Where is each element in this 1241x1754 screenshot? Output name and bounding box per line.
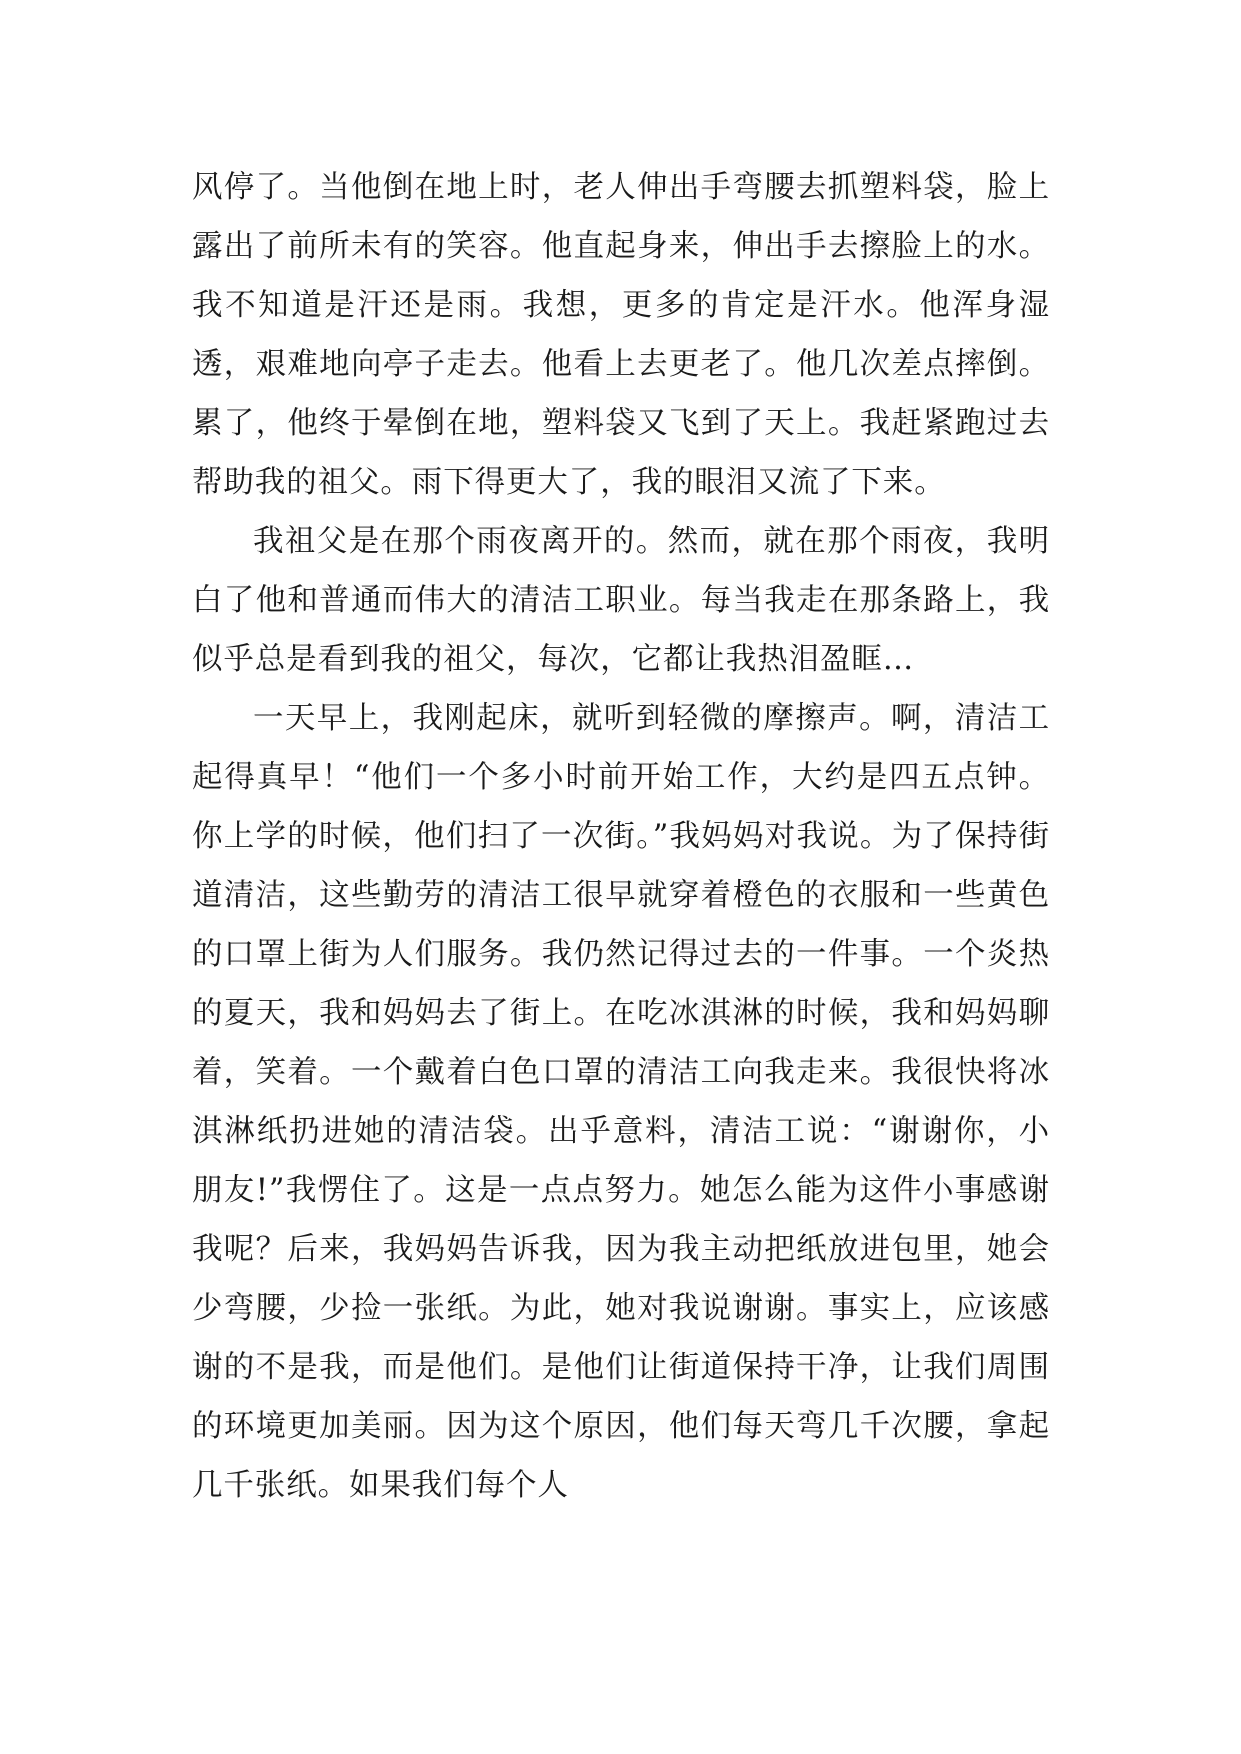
paragraph-3: 一天早上，我刚起床，就听到轻微的摩擦声。啊，清洁工起得真早！“他们一个多小时前开始工作，大约是四五点钟。你上学的时候，他们扫了一次街。”我妈妈对我说。为了保持街道清洁，这些勤劳的清洁工很早就穿着橙色的衣服和一些黄色的口罩上街为人们服务。我仍然记得过去的一件事。一个炎热的夏天，我和妈妈去了街上。在吃冰淇淋的时候，我和妈妈聊着，笑着。一个戴着白色口罩的清洁工向我走来。我很快将冰淇淋纸扔进她的清洁袋。出乎意料，清洁工说：“谢谢你，小朋友!”我愣住了。这是一点点努力。她怎么能为这件小事感谢我呢？后来，我妈妈告诉我，因为我主动把纸放进包里，她会少弯腰，少捡一张纸。为此，她对我说谢谢。事实上，应该感谢的不是我，而是他们。是他们让街道保持干净，让我们周围的环境更加美丽。因为这个原因，他们每天弯几千次腰，拿起几千张纸。如果我们每个人 bbox=[192, 701, 1050, 1503]
paragraph-1: 风停了。当他倒在地上时，老人伸出手弯腰去抓塑料袋，脸上露出了前所未有的笑容。他直起身来，伸出手去擦脸上的水。我不知道是汗还是雨。我想，更多的肯定是汗水。他浑身湿透，艰难地向亭子走去。他看上去更老了。他几次差点摔倒。累了，他终于晕倒在地，塑料袋又飞到了天上。我赶紧跑过去帮助我的祖父。雨下得更大了，我的眼泪又流了下来。 bbox=[192, 170, 1050, 500]
paragraph-2: 我祖父是在那个雨夜离开的。然而，就在那个雨夜，我明白了他和普通而伟大的清洁工职业。每当我走在那条路上，我似乎总是看到我的祖父，每次，它都让我热泪盈眶… bbox=[192, 524, 1050, 677]
body-text bbox=[192, 158, 1050, 1515]
